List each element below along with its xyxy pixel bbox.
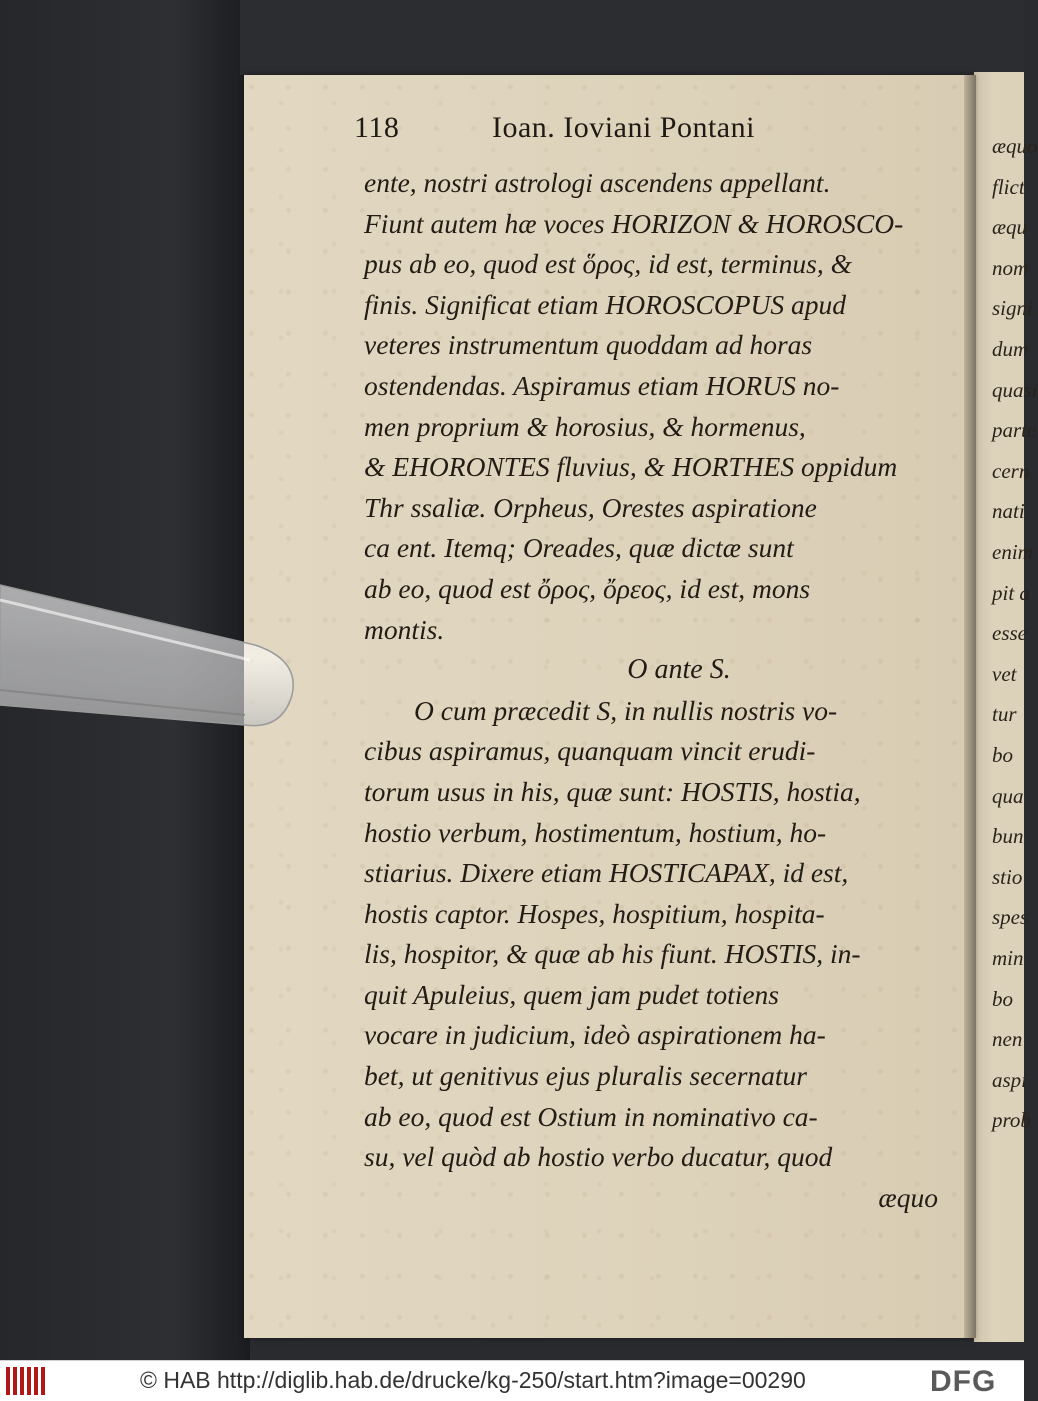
page-holder-clip [0,565,300,755]
facing-page-fragment: stio [992,864,1023,889]
text-line: veteres instrumentum quoddam ad horas [364,329,813,361]
text-line: men proprium & horosius, & hormenus, [364,410,806,442]
text-line: hostis captor. Hospes, hospitium, hospita- [364,897,825,929]
text-line: cibus aspiramus, quanquam vincit erudi- [364,735,816,767]
text-line: vocare in judicium, ideò aspirationem ha- [364,1019,826,1051]
facing-page-fragment: tur [992,702,1017,727]
facing-page-fragment: flict [992,174,1025,199]
text-line: pus ab eo, quod est ὅρος, id est, terminus, & [364,248,853,280]
facing-page-fragment: aspi [992,1067,1028,1092]
text-line: ca ent. Itemq; Oreades, quæ dictæ sunt [364,532,794,564]
copyright-url[interactable]: © HAB http://diglib.hab.de/drucke/kg-250/start.htm?image=00290 [140,1367,806,1393]
text-line: ab eo, quod est Ostium in nominativo ca- [364,1100,818,1132]
dfg-logo: DFG [930,1365,997,1398]
facing-page-fragment: spes [992,905,1029,930]
facing-page-fragment: æquo [992,134,1038,158]
facing-page-fragment: bo [992,986,1013,1011]
page-gutter-shadow [964,75,976,1338]
facing-page-fragment: enim [992,540,1033,564]
page-number: 118 [354,111,400,144]
text-line: & EHORONTES fluvius, & HORTHES oppidum [364,451,898,483]
facing-page-fragment: dum [992,337,1029,361]
facing-page-fragment: qua [992,783,1024,808]
facing-page-fragment: nati [992,499,1025,524]
text-line: finis. Significat etiam HOROSCOPUS apud [364,288,846,320]
hab-logo-icon [6,1367,46,1395]
text-line: quit Apuleius, quem jam pudet totiens [364,978,780,1010]
text-line: ostendendas. Aspiramus etiam HORUS no- [364,369,840,401]
facing-page-fragment: æqu [992,215,1028,240]
facing-page-fragment: pit a [992,580,1030,605]
facing-page-fragment: prob [992,1108,1031,1133]
facing-page-fragment: vet [992,661,1017,686]
text-line: ente, nostri astrologi ascendens appellant. [364,167,831,198]
text-line: bet, ut genitivus ejus pluralis secernatur [364,1060,808,1092]
facing-page-fragment: bo [992,743,1013,767]
section-heading: O ante S. [627,654,731,686]
facing-page-edge [974,72,1038,1342]
text-line: ab eo, quod est ὄρος, ὄρεος, id est, mons [364,572,811,604]
running-title: Ioan. Ioviani Pontani [492,111,755,144]
facing-page-fragment: quasi [992,377,1038,402]
facing-page-fragment: cern [992,458,1030,483]
text-line: O cum præcedit S, in nullis nostris vo- [414,694,838,726]
facing-page-fragment: min [992,946,1024,970]
text-line: lis, hospitor, & quæ ab his fiunt. HOSTIS, in- [364,938,861,970]
text-line: montis. [364,613,445,645]
facing-page-fragment: bun [992,824,1024,849]
dark-backdrop-top [240,0,1024,75]
text-line: hostio verbum, hostimentum, hostium, ho- [364,816,827,848]
text-line: torum usus in his, quæ sunt: HOSTIS, hostia, [364,775,861,807]
facing-page-fragment: signi [992,296,1033,321]
viewer-footer [0,1360,1024,1401]
book-page [244,75,972,1338]
text-line: su, vel quòd ab hostio verbo ducatur, quod [364,1141,833,1173]
text-line: Thr ssaliæ. Orpheus, Orestes aspiratione [364,491,817,523]
facing-page-fragment: parte [992,418,1037,443]
catchword: æquo [878,1181,938,1213]
facing-page-fragment: esse [992,621,1027,646]
facing-page-fragment: nom [992,255,1029,280]
running-head [354,111,954,145]
facing-page-fragment: nen [992,1027,1023,1052]
text-line: stiarius. Dixere etiam HOSTICAPAX, id est, [364,857,849,889]
page-text [364,163,944,1218]
text-line: Fiunt autem hæ voces HORIZON & HOROSCO- [364,207,904,239]
